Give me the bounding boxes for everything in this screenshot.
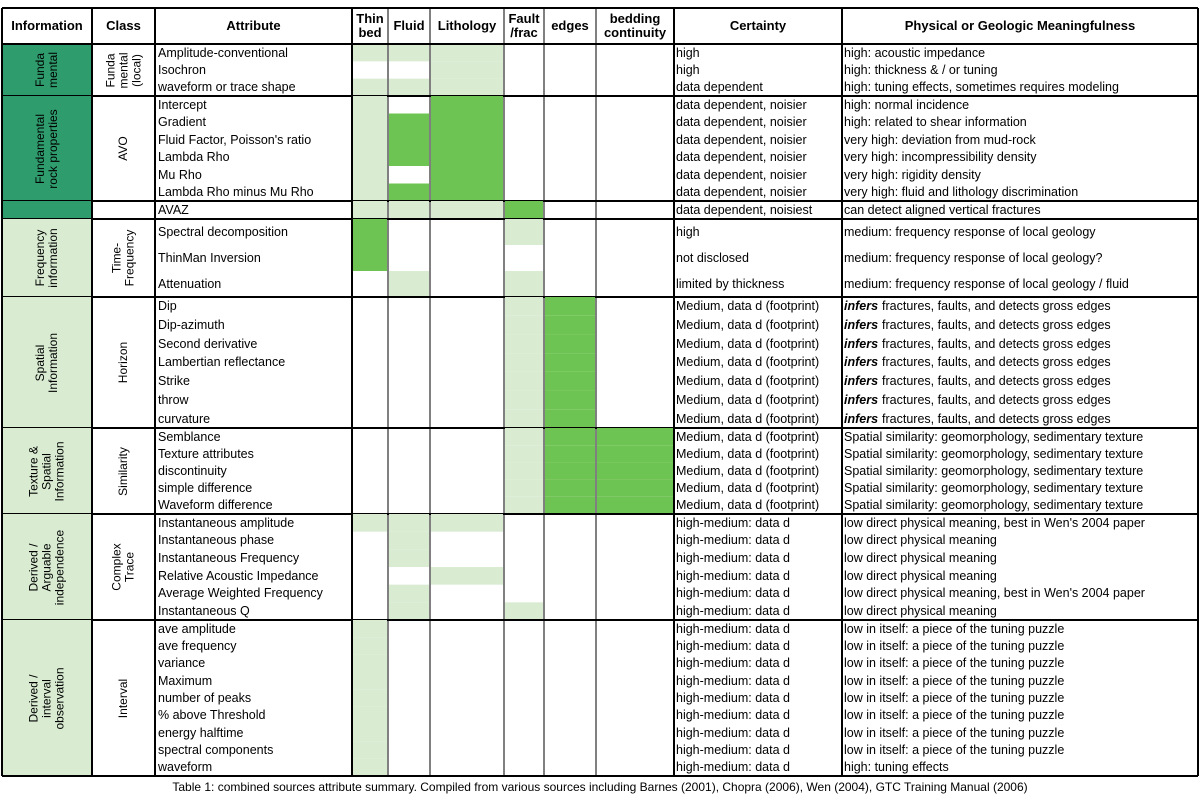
table-row (0, 567, 1200, 585)
table-row (0, 428, 1200, 445)
certainty-cell: high-medium: data d (676, 760, 790, 775)
meaning-cell: Spatial similarity: geomorphology, sedimentary texture (844, 429, 1144, 444)
table-row (0, 297, 1200, 316)
meaning-cell: infers fractures, faults, and detects gross edges (844, 411, 1111, 426)
information-label: Derived / Arguable independence (26, 529, 67, 605)
table-row (0, 334, 1200, 353)
table-row (0, 445, 1200, 462)
certainty-cell: data dependent, noisier (676, 97, 807, 112)
table-row (0, 480, 1200, 497)
certainty-cell: high-medium: data d (676, 551, 790, 566)
meaning-cell: high: tuning effects (844, 760, 949, 775)
attribute-cell: AVAZ (158, 203, 189, 217)
table-row (0, 201, 1200, 219)
certainty-cell: high-medium: data d (676, 673, 790, 688)
table-row (0, 409, 1200, 428)
table-row (0, 532, 1200, 550)
header-information: Information (11, 18, 83, 33)
meaning-cell: medium: frequency response of local geology / fluid (844, 277, 1129, 291)
attribute-cell: Lambda Rho (158, 150, 230, 165)
meaning-cell: very high: rigidity density (844, 167, 981, 182)
attribute-cell: Lambertian reflectance (158, 355, 286, 370)
class-label: Similarity (116, 446, 130, 496)
attribute-cell: variance (158, 656, 206, 671)
class-label: Interval (116, 678, 130, 718)
certainty-cell: limited by thickness (676, 277, 785, 291)
attribute-cell: ThinMan Inversion (158, 251, 261, 265)
meaning-cell: very high: deviation from mud-rock (844, 132, 1036, 147)
certainty-cell: high-medium: data d (676, 656, 790, 671)
information-label: Spatial Information (33, 332, 60, 393)
table-row (0, 131, 1200, 149)
attribute-cell: Mu Rho (158, 167, 202, 182)
table-row (0, 96, 1200, 114)
meaning-emphasis: infers (844, 374, 879, 389)
attribute-cell: waveform or trace shape (158, 80, 296, 95)
certainty-cell: Medium, data d (footprint) (676, 299, 820, 314)
attribute-cell: energy halftime (158, 725, 244, 740)
attribute-cell: Spectral decomposition (158, 225, 288, 239)
attribute-cell: Attenuation (158, 277, 222, 291)
information-label: Funda mental (33, 51, 60, 89)
table-row (0, 316, 1200, 335)
class-label: Funda mental (local) (103, 51, 143, 89)
class-label: AVO (116, 136, 130, 161)
table-row (0, 759, 1200, 776)
table-row (0, 602, 1200, 620)
table-row (0, 497, 1200, 514)
meaning-emphasis: infers (844, 336, 879, 351)
certainty-cell: high (676, 225, 700, 239)
certainty-cell: high-medium: data d (676, 604, 790, 619)
meaning-cell: Spatial similarity: geomorphology, sedimentary texture (844, 446, 1144, 461)
table-row (0, 514, 1200, 532)
certainty-cell: high (676, 45, 700, 60)
table-row (0, 724, 1200, 741)
certainty-cell: high-medium: data d (676, 533, 790, 548)
meaning-cell: can detect aligned vertical fractures (844, 203, 1041, 217)
table-row (0, 149, 1200, 167)
information-label: Derived / interval observation (26, 666, 67, 730)
attribute-cell: Instantaneous Q (158, 604, 250, 619)
certainty-cell: high-medium: data d (676, 725, 790, 740)
table-row (0, 672, 1200, 689)
attribute-cell: Instantaneous phase (158, 533, 275, 548)
header-bedding-continuity: bedding continuity (603, 11, 667, 40)
meaning-cell: infers fractures, faults, and detects gross edges (844, 299, 1111, 314)
meaning-cell: medium: frequency response of local geology (844, 225, 1096, 239)
attribute-cell: Isochron (158, 62, 206, 77)
meaning-emphasis: infers (844, 318, 879, 333)
header-certainty: Certainty (729, 18, 787, 33)
certainty-cell: Medium, data d (footprint) (676, 411, 820, 426)
attribute-cell: Strike (158, 374, 190, 389)
meaning-cell: infers fractures, faults, and detects gross edges (844, 355, 1111, 370)
certainty-cell: Medium, data d (footprint) (676, 498, 820, 513)
table-row (0, 585, 1200, 603)
header-attribute: Attribute (226, 18, 281, 33)
attribute-cell: Second derivative (158, 336, 258, 351)
certainty-cell: high-medium: data d (676, 586, 790, 601)
table-row (0, 689, 1200, 706)
meaning-cell: low in itself: a piece of the tuning puzzle (844, 673, 1065, 688)
table-row (0, 462, 1200, 479)
certainty-cell: data dependent, noisier (676, 132, 807, 147)
meaning-cell: infers fractures, faults, and detects gross edges (844, 374, 1111, 389)
attribute-cell: Instantaneous amplitude (158, 515, 295, 530)
attribute-cell: Amplitude-conventional (158, 45, 288, 60)
meaning-cell: Spatial similarity: geomorphology, sedimentary texture (844, 463, 1144, 478)
meaning-cell: very high: incompressibility density (844, 150, 1037, 165)
certainty-cell: high-medium: data d (676, 638, 790, 653)
table-row (0, 353, 1200, 372)
meaning-cell: low in itself: a piece of the tuning puzzle (844, 725, 1065, 740)
meaning-cell: high: thickness & / or tuning (844, 62, 998, 77)
attribute-cell: Instantaneous Frequency (158, 551, 300, 566)
table-caption: Table 1: combined sources attribute summary. Compiled from various sources including Barnes (2001), Chopra (2006), Wen (2004), GTC Training Manual (2006) (172, 780, 1028, 794)
certainty-cell: high (676, 62, 700, 77)
meaning-cell: low in itself: a piece of the tuning puzzle (844, 638, 1065, 653)
table-row (0, 271, 1200, 297)
attribute-cell: Fluid Factor, Poisson's ratio (158, 132, 312, 147)
meaning-cell: Spatial similarity: geomorphology, sedimentary texture (844, 481, 1144, 496)
attribute-cell: Waveform difference (158, 498, 273, 513)
attribute-cell: ave amplitude (158, 621, 236, 636)
header-thin-bed: Thin bed (356, 11, 384, 40)
certainty-cell: high-medium: data d (676, 690, 790, 705)
certainty-cell: Medium, data d (footprint) (676, 318, 820, 333)
certainty-cell: Medium, data d (footprint) (676, 481, 820, 496)
certainty-cell: Medium, data d (footprint) (676, 336, 820, 351)
attribute-cell: Lambda Rho minus Mu Rho (158, 185, 314, 200)
table-row (0, 79, 1200, 96)
meaning-cell: very high: fluid and lithology discrimination (844, 185, 1079, 200)
certainty-cell: data dependent, noisier (676, 185, 807, 200)
certainty-cell: data dependent, noisier (676, 115, 807, 130)
meaning-cell: low direct physical meaning (844, 533, 997, 548)
attribute-cell: ave frequency (158, 638, 237, 653)
header-meaning: Physical or Geologic Meaningfulness (904, 18, 1136, 33)
certainty-cell: high-medium: data d (676, 742, 790, 757)
meaning-cell: high: tuning effects, sometimes requires modeling (844, 80, 1119, 95)
meaning-cell: medium: frequency response of local geology? (844, 251, 1103, 265)
meaning-cell: high: related to shear information (844, 115, 1027, 130)
meaning-cell: low direct physical meaning (844, 568, 997, 583)
meaning-cell: low in itself: a piece of the tuning puzzle (844, 621, 1065, 636)
attribute-cell: Relative Acoustic Impedance (158, 568, 319, 583)
header-fluid: Fluid (393, 18, 425, 33)
attribute-cell: Maximum (158, 673, 213, 688)
certainty-cell: not disclosed (676, 251, 749, 265)
certainty-cell: data dependent, noisier (676, 150, 807, 165)
attribute-cell: Gradient (158, 115, 206, 130)
attribute-cell: throw (158, 392, 189, 407)
header-lithology: Lithology (437, 18, 497, 33)
certainty-cell: Medium, data d (footprint) (676, 355, 820, 370)
meaning-cell: low direct physical meaning (844, 604, 997, 619)
meaning-cell: Spatial similarity: geomorphology, sedimentary texture (844, 498, 1144, 513)
certainty-cell: data dependent, noisiest (676, 203, 813, 217)
table-row (0, 637, 1200, 654)
attribute-cell: Semblance (158, 429, 221, 444)
meaning-cell: low in itself: a piece of the tuning puzzle (844, 690, 1065, 705)
certainty-cell: Medium, data d (footprint) (676, 392, 820, 407)
meaning-emphasis: infers (844, 392, 879, 407)
certainty-cell: Medium, data d (footprint) (676, 374, 820, 389)
meaning-cell: high: acoustic impedance (844, 45, 986, 60)
table-row (0, 245, 1200, 271)
table-row (0, 620, 1200, 637)
table-row (0, 707, 1200, 724)
certainty-cell: data dependent (676, 80, 763, 95)
certainty-cell: high-medium: data d (676, 515, 790, 530)
meaning-cell: infers fractures, faults, and detects gross edges (844, 318, 1111, 333)
table-row (0, 391, 1200, 410)
class-label: Complex Trace (109, 543, 137, 591)
table-row (0, 372, 1200, 391)
certainty-cell: high-medium: data d (676, 708, 790, 723)
header-class: Class (106, 18, 141, 33)
meaning-cell: low in itself: a piece of the tuning puzzle (844, 742, 1065, 757)
attribute-cell: spectral components (158, 742, 274, 757)
information-label: Fundamental rock properties (33, 108, 60, 189)
attribute-cell: Texture attributes (158, 446, 254, 461)
class-label: Horizon (116, 341, 130, 384)
table-row (0, 114, 1200, 132)
table-row (0, 655, 1200, 672)
meaning-emphasis: infers (844, 299, 879, 314)
information-label: Frequency information (33, 228, 60, 288)
meaning-cell: low direct physical meaning, best in Wen's 2004 paper (844, 586, 1145, 601)
table-row (0, 549, 1200, 567)
certainty-cell: Medium, data d (footprint) (676, 429, 820, 444)
meaning-cell: low in itself: a piece of the tuning puzzle (844, 708, 1065, 723)
attribute-cell: % above Threshold (158, 708, 266, 723)
attribute-cell: curvature (158, 411, 211, 426)
table-row (0, 184, 1200, 202)
attribute-cell: Dip-azimuth (158, 318, 225, 333)
header-edges: edges (551, 18, 589, 33)
attribute-cell: number of peaks (158, 690, 252, 705)
table-row (0, 741, 1200, 758)
certainty-cell: data dependent, noisier (676, 167, 807, 182)
attribute-cell: discontinuity (158, 463, 227, 478)
meaning-emphasis: infers (844, 411, 879, 426)
class-label: Time-Frequency (109, 229, 137, 287)
certainty-cell: Medium, data d (footprint) (676, 463, 820, 478)
meaning-cell: low in itself: a piece of the tuning puzzle (844, 656, 1065, 671)
attribute-cell: Intercept (158, 97, 207, 112)
attribute-cell: waveform (158, 760, 213, 775)
certainty-cell: high-medium: data d (676, 568, 790, 583)
header-fault-frac: Fault /frac (508, 11, 540, 40)
meaning-cell: low direct physical meaning, best in Wen's 2004 paper (844, 515, 1145, 530)
certainty-cell: Medium, data d (footprint) (676, 446, 820, 461)
certainty-cell: high-medium: data d (676, 621, 790, 636)
meaning-cell: low direct physical meaning (844, 551, 997, 566)
meaning-cell: infers fractures, faults, and detects gross edges (844, 392, 1111, 407)
meaning-emphasis: infers (844, 355, 879, 370)
information-label: Texture & Spatial Information (26, 440, 67, 502)
table-row (0, 219, 1200, 245)
table-row (0, 44, 1200, 61)
attribute-cell: Dip (158, 299, 177, 314)
table-row (0, 61, 1200, 78)
attribute-cell: simple difference (158, 481, 253, 496)
meaning-cell: infers fractures, faults, and detects gross edges (844, 336, 1111, 351)
attribute-cell: Average Weighted Frequency (158, 586, 323, 601)
meaning-cell: high: normal incidence (844, 97, 970, 112)
table-row (0, 166, 1200, 184)
